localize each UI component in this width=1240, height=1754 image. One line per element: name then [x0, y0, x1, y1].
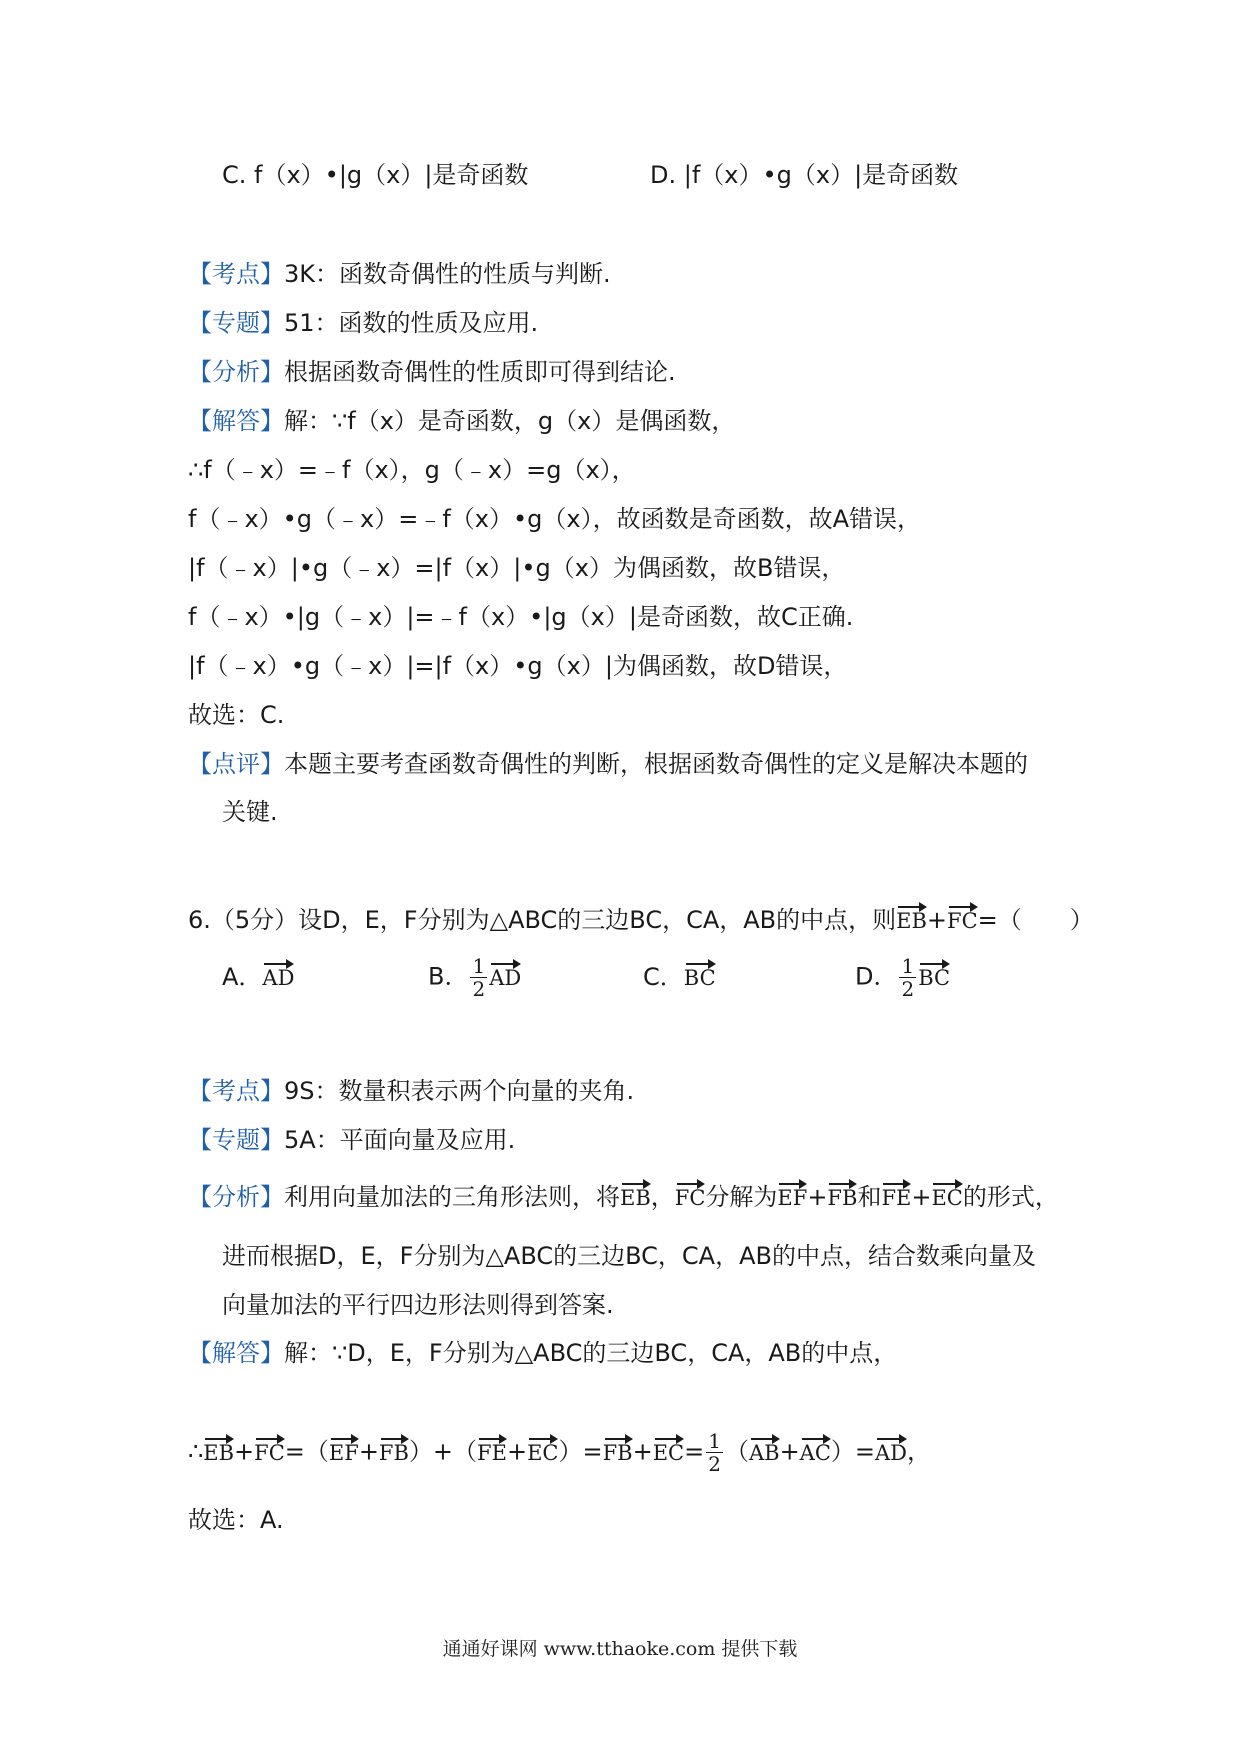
equals-sign: = — [684, 1437, 705, 1466]
dianping-text: 本题主要考查函数奇偶性的判断，根据函数奇偶性的定义是解决本题的 — [284, 750, 1028, 778]
fraction-denominator: 2 — [901, 977, 915, 1001]
q5-solution-line: |f（﹣x）|•g（﹣x）=|f（x）|•g（x）为偶函数，故B错误， — [188, 554, 846, 582]
vector-ab: AB — [748, 1440, 780, 1465]
jieda-tag: 【解答】 — [188, 407, 284, 435]
kaodian-text: 9S：数量积表示两个向量的夹角. — [284, 1077, 635, 1105]
q6-option-b — [428, 955, 521, 1000]
q5-zhuanti — [188, 306, 538, 340]
q5-solution-line: ∴f（﹣x）=﹣f（x），g（﹣x）=g（x）， — [188, 456, 636, 484]
q6-answer: 故选：A. — [188, 1506, 284, 1534]
vector-ad: AD — [875, 1440, 908, 1465]
equals-sign: =（ — [284, 1437, 329, 1466]
fraction-numerator: 1 — [708, 1429, 721, 1453]
q5-solution-line: f（﹣x）•|g（﹣x）|=﹣f（x）•|g（x）|是奇函数，故C正确. — [188, 603, 854, 631]
q5-option-c: C. f（x）•|g（x）|是奇函数 — [222, 161, 529, 189]
q5-dianping-cont: 关键. — [222, 798, 278, 826]
vector-ec: EC — [652, 1440, 685, 1465]
vector-ec: EC — [931, 1186, 963, 1210]
vector-ec: EC — [527, 1440, 559, 1465]
q6-stem-end: =（ ） — [977, 906, 1094, 934]
q6-stem-text: 6.（5分）设D，E，F分别为△ABC的三边BC，CA，AB的中点，则 — [188, 906, 897, 934]
fraction-denominator: 2 — [708, 1452, 721, 1476]
page-footer: 通通好课网 www.tthaoke.com 提供下载 — [442, 1638, 798, 1660]
fenxi-tag: 【分析】 — [188, 358, 284, 386]
vector-bc: BC — [918, 965, 951, 990]
q5-answer: 故选：C. — [188, 701, 285, 729]
fraction-numerator: 1 — [472, 954, 486, 978]
q6-zhuanti — [188, 1123, 515, 1157]
vector-ad: AD — [489, 965, 522, 990]
q6-option-a — [222, 960, 294, 994]
jieda-text: 解：∵D，E，F分别为△ABC的三边BC，CA，AB的中点， — [284, 1339, 898, 1367]
zhuanti-tag: 【专题】 — [188, 309, 284, 337]
fraction-half — [470, 955, 487, 1000]
q5-jieda — [188, 404, 735, 438]
vector-fb: FB — [602, 1440, 633, 1465]
q6-equation — [188, 1430, 931, 1475]
vector-fb: FB — [827, 1186, 858, 1210]
q6-stem — [188, 903, 1094, 937]
kaodian-text: 3K：函数奇偶性的性质与判断. — [284, 260, 611, 288]
q6-option-d — [855, 955, 950, 1000]
fraction-denominator: 2 — [472, 977, 486, 1001]
vector-ac: AC — [799, 1440, 831, 1465]
zhuanti-text: 51：函数的性质及应用. — [284, 309, 539, 337]
vector-ef: EF — [777, 1186, 808, 1210]
comma: ， — [650, 1183, 675, 1211]
therefore-sign: ∴ — [188, 1437, 204, 1466]
plus-sign: + — [632, 1437, 653, 1466]
fraction-half — [899, 955, 916, 1000]
plus-sign: + — [358, 1437, 379, 1466]
q6-kaodian — [188, 1074, 634, 1108]
dianping-tag: 【点评】 — [188, 750, 284, 778]
fenxi-tag: 【分析】 — [188, 1183, 284, 1211]
bracket-text: ）+（ — [408, 1437, 478, 1466]
plus-sign: + — [911, 1183, 932, 1211]
jieda-text: 解：∵f（x）是奇函数，g（x）是偶函数， — [284, 407, 736, 435]
vector-fb: FB — [378, 1440, 409, 1465]
comma: ， — [907, 1437, 932, 1466]
fenxi-text: 的形式， — [962, 1183, 1059, 1211]
zhuanti-tag: 【专题】 — [188, 1126, 284, 1154]
fenxi-text: 和 — [857, 1183, 882, 1211]
q6-jieda — [188, 1336, 897, 1370]
vector-bc: BC — [683, 966, 716, 990]
vector-ad: AD — [262, 966, 295, 990]
q5-solution-line: f（﹣x）•g（﹣x）=﹣f（x）•g（x），故函数是奇函数，故A错误， — [188, 505, 922, 533]
q5-dianping — [188, 747, 1028, 781]
plus-sign: + — [807, 1183, 828, 1211]
kaodian-tag: 【考点】 — [188, 1077, 284, 1105]
q6-fenxi-cont: 向量加法的平行四边形法则得到答案. — [222, 1291, 614, 1319]
option-label: D． — [855, 962, 898, 991]
bracket-text: （ — [724, 1437, 749, 1466]
vector-eb: EB — [896, 909, 927, 933]
q6-fenxi — [188, 1180, 1059, 1214]
zhuanti-text: 5A：平面向量及应用. — [284, 1126, 516, 1154]
vector-eb: EB — [203, 1440, 235, 1465]
q6-fenxi-cont: 进而根据D，E，F分别为△ABC的三边BC，CA，AB的中点，结合数乘向量及 — [222, 1242, 1036, 1270]
equals-sign: ）= — [830, 1437, 876, 1466]
option-label: B． — [428, 962, 469, 991]
plus-sign: + — [779, 1437, 800, 1466]
q6-option-c — [643, 960, 716, 994]
vector-ef: EF — [328, 1440, 359, 1465]
fenxi-text: 分解为 — [705, 1183, 778, 1211]
vector-fe: FE — [881, 1186, 912, 1210]
option-label: C． — [643, 963, 684, 991]
q5-solution-line: |f（﹣x）•g（﹣x）|=|f（x）•g（x）|为偶函数，故D错误， — [188, 652, 848, 680]
plus-sign: + — [506, 1437, 528, 1466]
equals-sign: ）= — [558, 1437, 603, 1466]
q5-fenxi — [188, 355, 676, 389]
q5-option-d: D. |f（x）•g（x）|是奇函数 — [650, 161, 959, 189]
q5-kaodian — [188, 257, 611, 291]
vector-fc: FC — [674, 1186, 706, 1210]
vector-fe: FE — [477, 1440, 507, 1465]
jieda-tag: 【解答】 — [188, 1339, 284, 1367]
option-label: A． — [222, 963, 263, 991]
vector-fc: FC — [947, 909, 978, 933]
fraction-half — [706, 1430, 723, 1475]
fraction-numerator: 1 — [901, 954, 915, 978]
plus-sign: + — [234, 1437, 255, 1466]
vector-fc: FC — [254, 1440, 285, 1465]
kaodian-tag: 【考点】 — [188, 260, 284, 288]
vector-eb: EB — [620, 1186, 651, 1210]
fenxi-text: 根据函数奇偶性的性质即可得到结论. — [284, 358, 676, 386]
fenxi-text: 利用向量加法的三角形法则，将 — [284, 1183, 620, 1211]
plus-sign: + — [926, 906, 948, 934]
